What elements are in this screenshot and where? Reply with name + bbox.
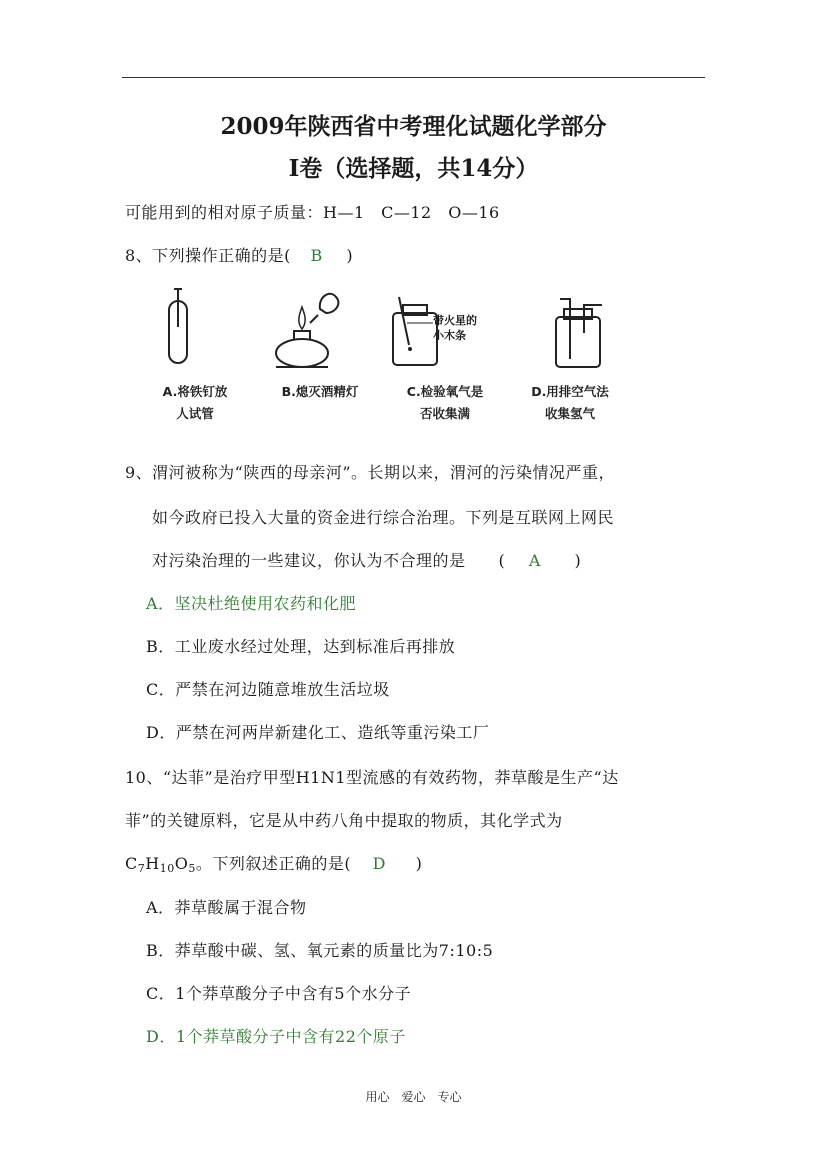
q10-option-a: A．莽草酸属于混合物	[146, 898, 307, 917]
q9-answer: A	[528, 551, 541, 570]
figure-a-test-tube	[135, 283, 255, 433]
atomic-mass-note: 可能用到的相对原子质量：H—1 C—12 O—16	[125, 203, 500, 222]
page-footer: 用心 爱心 专心	[365, 1090, 462, 1104]
header-rule	[122, 77, 705, 78]
figure-d-gas-collection	[510, 283, 630, 433]
figure-b-caption: B.熄灭酒精灯	[281, 384, 359, 399]
question-9-line-3: 对污染治理的一些建议，你认为不合理的是 ( A )	[152, 551, 582, 570]
figure-c-caption: C.检验氧气是 否收集满	[406, 384, 484, 421]
section-subtitle: Ⅰ卷（选择题，共14分）	[288, 155, 539, 182]
q10-answer: D	[372, 854, 386, 873]
chemical-formula: $C_7H_{10}O_5$	[125, 854, 196, 875]
question-8-stem	[125, 243, 353, 266]
figure-b-alcohol-lamp	[260, 283, 380, 433]
page-title: 2009年陕西省中考理化试题化学部分	[220, 113, 607, 140]
q8-figures	[135, 283, 615, 433]
question-10-line-3: $C_7H_{10}O_5$。下列叙述正确的是( D )	[125, 854, 423, 875]
q10-option-d: D．1个莽草酸分子中含有22个原子	[146, 1027, 406, 1046]
gas-collection-bottle-icon	[510, 283, 630, 383]
question-10-line-2: 菲”的关键原料，它是从中药八角中提取的物质，其化学式为	[125, 811, 563, 830]
alcohol-lamp-icon	[260, 283, 380, 383]
q8-stem-text: 8、下列操作正确的是(	[125, 246, 291, 265]
q8-close: )	[346, 246, 354, 265]
figure-c-oxygen-test	[385, 283, 505, 433]
q9-option-b: B．工业废水经过处理，达到标准后再排放	[146, 637, 456, 656]
figure-d-caption: D.用排空气法 收集氢气	[531, 384, 609, 421]
question-9-line-1: 9、渭河被称为“陕西的母亲河”。长期以来，渭河的污染情况严重，	[125, 463, 616, 482]
q9-option-c: C．严禁在河边随意堆放生活垃圾	[146, 680, 390, 699]
test-tube-icon	[135, 283, 255, 383]
figure-a-caption: A.将铁钉放 人试管	[162, 384, 228, 421]
splint-annotation: 带火星的 小木条	[433, 314, 477, 342]
q10-option-c: C．1个莽草酸分子中含有5个水分子	[146, 984, 412, 1003]
q8-answer: B	[310, 246, 323, 265]
q9-option-d: D．严禁在河两岸新建化工、造纸等重污染工厂	[146, 723, 490, 742]
q9-option-a: A．坚决杜绝使用农药和化肥	[146, 594, 357, 613]
question-10-line-1: 10、“达菲”是治疗甲型H1N1型流感的有效药物，莽草酸是生产“达	[125, 768, 619, 787]
question-9-line-2: 如今政府已投入大量的资金进行综合治理。下列是互联网上网民	[152, 508, 615, 527]
q10-option-b: B．莽草酸中碳、氢、氧元素的质量比为7:10:5	[146, 941, 494, 960]
